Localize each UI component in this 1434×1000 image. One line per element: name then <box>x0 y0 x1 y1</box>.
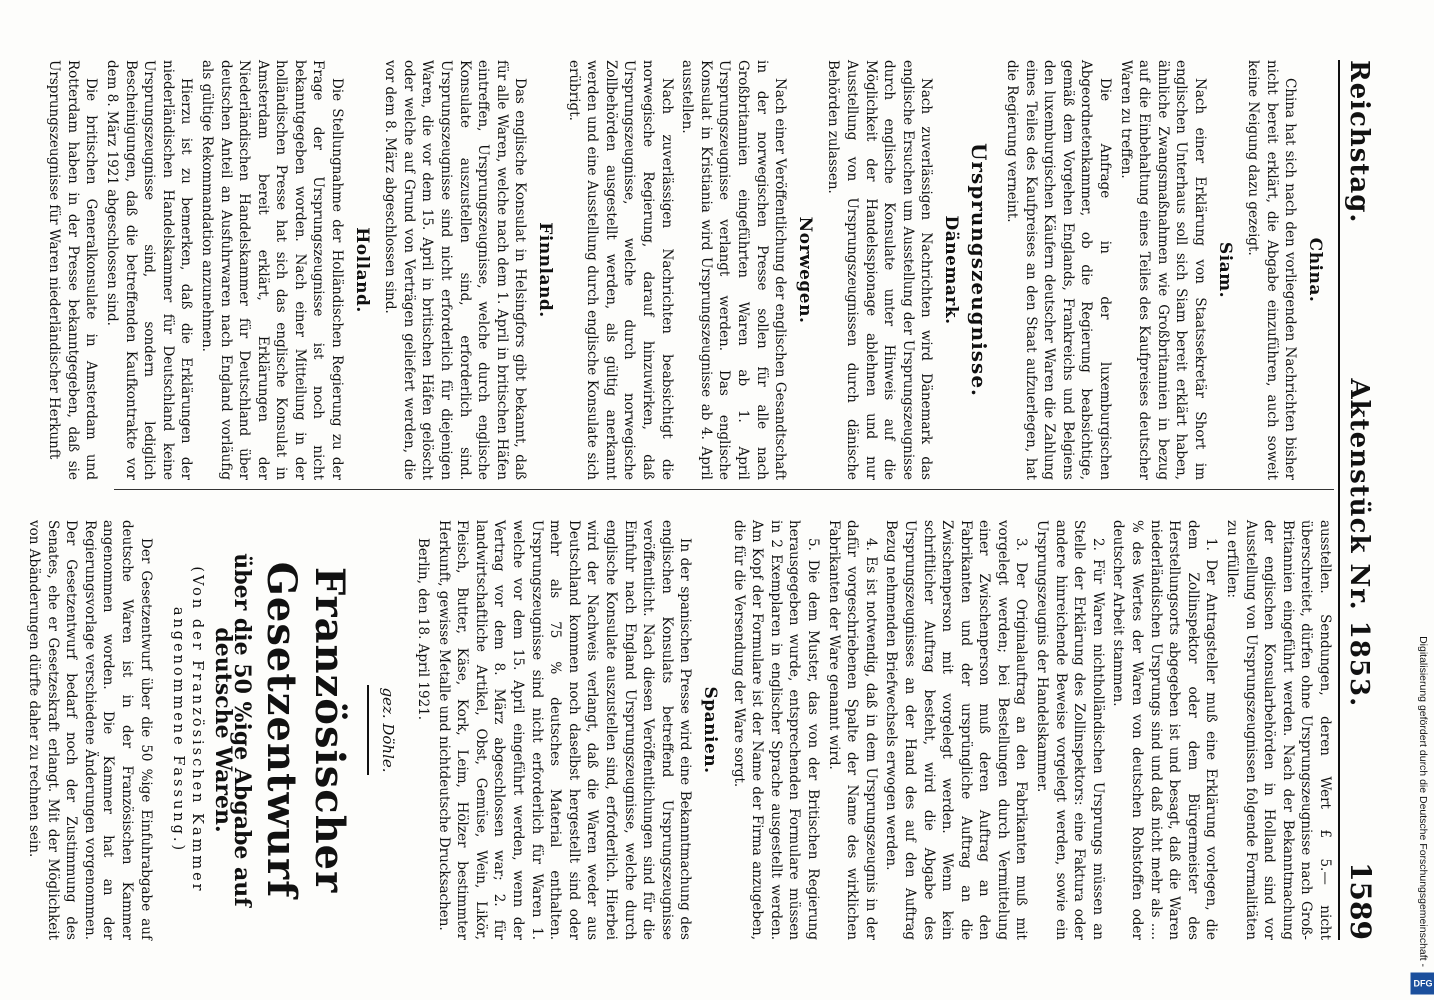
dfg-logo: DFG <box>1411 973 1434 995</box>
paragraph-gesetzentwurf: Der Gesetzentwurf über die 50 %ige Einfuhrabgabe auf deutsche Waren ist in der Französischen Kammer angenommen worden. Die Kammer hat an der Regierungsvorlage verschiedene Änderungen vorgenommen. Der Gesetzentwurf bedarf noch der Zustimmung des Senates, ehe er Gesetzeskraft erlangt. Mit der Möglichkeit von Abänderungen dürfte daher zu rechnen sein. <box>25 520 154 940</box>
heading-gesetzentwurf: Französischer Gesetzentwurf <box>257 561 353 899</box>
digitization-note-text: Digitalisierung gefördert durch die Deutsche Forschungsgemeinschaft - <box>1417 636 1429 967</box>
list-item-3: 3. Der Originalauftrag an den Fabrikanten muß mit vorgelegt werden; bei Bestellungen durch Vermittelung einer Zwischenperson muß deren Auftrag an den Fabrikanten und der ursprüngliche Auftrag an die Zwischenperson mit vorgelegt werden. Wenn kein schriftlicher Auftrag besteht, wird die Abgabe des Ursprungszeugnisses an der Hand des auf den Auftrag Bezug nehmenden Briefwechsels erwogen werden. <box>883 520 1030 940</box>
dateline: Berlin, den 18. April 1921. <box>415 538 432 721</box>
heading-norwegen: Norwegen. <box>794 216 815 324</box>
subheading-gesetzentwurf: über die 50 %ige Abgabe auf deutsche Waren. <box>210 553 255 907</box>
heading-finnland: Finnland. <box>535 222 556 318</box>
paragraph-norwegen-2: Nach zuverlässigen Nachrichten beabsichtigt die norwegische Regierung, darauf hinzuwirken, daß Ursprungszeugnisse, welche durch norwegische Zollbehörden ausgestellt werden, als gültig anerkannt werden und eine Ausstellung durch englische Konsulate sich erübrigt. <box>565 60 675 480</box>
list-item-4: 4. Es ist notwendig, daß in dem Ursprungszeugnis in der dafür vorgeschriebenen Spalte der Name des wirklichen Fabrikanten der Ware genannt wird. <box>825 520 879 940</box>
heading-holland: Holland. <box>351 227 372 313</box>
paragraph-finnland: Das englische Konsulat in Helsingfors gibt bekannt, daß für alle Waren, welche nach dem 1. April in britischen Häfen eintreffen, Ursprungszeugnisse, welche durch englische Konsulate auszustellen sind, erforderlich sind. Ursprungszeugnisse sind nicht erforderlich für diejenigen Waren, die vor dem 15. April in britischen Häfen gelöscht oder welche auf Grund von Verträgen geliefert werden, die vor dem 8. März abgeschlossen sind. <box>382 60 529 480</box>
paragraph-holland-2: Hierzu ist zu bemerken, daß die Erklärungen der niederländischen Handelskammer für Deutschland keine Ursprungszeugnisse sind, sondern lediglich Bescheinigungen, daß die betreffenden Kaufkontrakte vor dem 8. März 1921 abgeschlossen sind. <box>103 60 195 480</box>
page-header <box>1338 60 1384 940</box>
list-item-1: 1. Der Antragsteller muß eine Erklärung vorlegen, die dem Zollinspektor oder dem Bürgermeister des Herstellungsorts abgegeben ist und besagt, daß die Waren niederländischen Ursprungs sind und daß nicht mehr als .... % des Wertes der Waren von deutschen Rohstoffen oder deutscher Arbeit stammen. <box>1110 520 1220 940</box>
list-item-5: 5. Die dem Muster, das von der Britischen Regierung herausgegeben wurde, entsprechenden Formulare müssen in 2 Exemplaren in englischer Sprache ausgestellt werden. Am Kopf der Formulare ist der Name der Firma anzugeben, die für die Versendung der Ware sorgt. <box>730 520 821 940</box>
heading-ursprungszeugnisse: Ursprungszeugnisse. <box>967 142 992 398</box>
header-left: Reichstag. <box>1344 60 1374 224</box>
left-column <box>43 60 1334 480</box>
heading-siam: Siam. <box>1214 241 1235 299</box>
note-gesetzentwurf: (Von der Französischen Kammer angenommene Fassung.) <box>170 566 205 894</box>
page-number: 1589 <box>1344 862 1377 940</box>
paragraph-daenemark: Nach zuverlässigen Nachrichten wird Dänemark das englische Ersuchen um Ausstellung der Ursprungszeugnisse durch englische Konsulate unter Hinweis auf die Möglichkeit der Handelsspionage ablehnen und nur Ausstellung von Ursprungszeugnissen durch dänische Behörden zulassen. <box>825 60 935 480</box>
section-rule <box>367 685 369 775</box>
column-divider <box>114 489 1334 490</box>
paragraph-holland-3: Die britischen Generalkonsulate in Amsterdam und Rotterdam haben in der Presse bekanntgegeben, daß sie Ursprungszeugnisse für Waren niederländischer Herkunft <box>46 60 100 480</box>
paragraph-norwegen-1: Nach einer Veröffentlichung der englischen Gesandtschaft in der norwegischen Presse sollen für alle nach Großbritannien eingeführten Waren ab 1. April Ursprungszeugnisse verlangt werden. Das englische Konsulat in Kristiania wird Ursprungszeugnisse ab 4. April ausstellen. <box>679 60 789 480</box>
list-item-2: 2. Für Waren nichtholländischen Ursprungs müssen an Stelle der Erklärung des Zollinspektors: eine Faktura oder andere hinreichende Beweise vorgelegt werden, sowie ein Ursprungszeugnis der Handelskammer. <box>1034 520 1106 940</box>
digitization-note <box>1413 6 1433 996</box>
signature: gez. Döhle. <box>379 687 398 773</box>
paragraph-continuation: ausstellen. Sendungen, deren Wert £ 5.— nicht überschreitet, dürfen ohne Ursprungszeugnisse nach Groß-Britannien eingeführt werden. Nach der Bekanntmachung der englischen Konsularbehörden in Holland sind vor Ausstellung von Ursprungszeugnissen folgende Formalitäten zu erfüllen: <box>1224 520 1333 940</box>
heading-spanien: Spanien. <box>700 686 720 774</box>
paragraph-siam-2: Die Anfrage in der luxemburgischen Abgeordnetenkammer, ob die Regierung beabsichtige, gemäß dem Vorgehen Englands, Frankreichs und Belgiens den luxemburgischen Käufern deutscher Waren die Zahlung eines Teiles des Kaufpreises an den Staat aufzuerlegen, hat die Regierung verneint. <box>1004 60 1114 480</box>
header-title: Aktenstück Nr. 1853. <box>1344 378 1374 708</box>
paragraph-siam-1: Nach einer Erklärung von Staatssekretär Short im englischen Unterhaus soll sich Siam bereit erklärt haben, ähnliche Zwangsmaßnahmen wie Großbritannien in bezug auf die Einbehaltung eines Teiles des Kaufpreises deutscher Waren zu treffen. <box>1117 60 1209 480</box>
heading-china: China. <box>1305 237 1325 303</box>
paragraph-holland-1: Die Stellungnahme der Holländischen Regierung zu der Frage der Ursprungszeugnisse ist noch nicht bekanntgegeben worden. Nach einer Mitteilung in der holländischen Presse hat sich das englische Konsulat in Amsterdam bereit erklärt, Erklärungen der Niederländischen Handelskammer für Deutschland über deutschen Anteil an Ausfuhrwaren nach England vorläufig als gültige Rekommandation anzunehmen. <box>198 60 346 480</box>
paragraph-china: China hat sich nach den vorliegenden Nachrichten bisher nicht bereit erklärt, die Abgabe einzuführen, auch soweit keine Neigung dazu gezeigt. <box>1245 60 1299 480</box>
right-column <box>22 520 1334 940</box>
paragraph-spanien: In der spanischen Presse wird eine Bekanntmachung des englischen Konsulats betreffend Ursprungszeugnisse veröffentlicht. Nach diesen Veröffentlichungen sind für die Einfuhr nach England Ursprungszeugnisse, welche durch englische Konsulate auszustellen sind, erforderlich. Hierbei wird der Nachweis verlangt, daß die Waren weder aus Deutschland kommen noch daselbst hergestellt sind oder mehr als 75 % deutsches Material enthalten. Ursprungszeugnisse sind nicht erforderlich für Waren 1. welche vor dem 15. April eingeführt werden, wenn der Vertrag vor dem 8. März abgeschlossen war; 2. für landwirtschaftliche Artikel, Obst, Gemüse, Wein, Likör, Fleisch, Butter, Käse, Kork, Leim, Hölzer bestimmter Herkunft, gewisse Metalle und nichtdeutsche Drucksachen. <box>435 520 694 940</box>
heading-daenemark: Dänemark. <box>940 215 961 325</box>
